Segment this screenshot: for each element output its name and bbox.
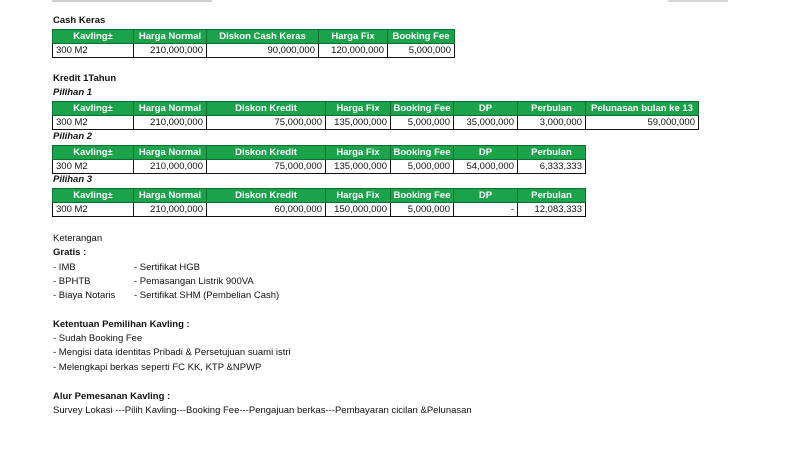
table-cell: 6,333,333 [518, 160, 586, 174]
cash-table [52, 29, 455, 58]
header-cell: Booking Fee [391, 189, 454, 203]
header-cell: Kavling± [53, 189, 134, 203]
cash-section-title: Cash Keras [53, 15, 106, 26]
table-cell: 5,000,000 [391, 160, 454, 174]
table-cell: 210,000,000 [134, 160, 207, 174]
table-cell: 120,000,000 [319, 44, 388, 58]
gratis-item: - Pemasangan Listrik 900VA [134, 276, 254, 287]
ketentuan-item: - Mengisi data identitas Pribadi & Persetujuan suami istri [53, 347, 291, 358]
gratis-item: - Sertifikat HGB [134, 262, 200, 273]
table-cell: 5,000,000 [391, 203, 454, 217]
header-cell: Harga Fix [326, 146, 391, 160]
header-cell: Diskon Cash Keras [207, 30, 319, 44]
header-cell: Booking Fee [391, 102, 454, 116]
alur-text: Survey Lokasi ---Pilih Kavling---Booking Fee---Pengajuan berkas---Pembayaran cicilan &Pelunasan [53, 405, 472, 416]
table-cell: 35,000,000 [454, 116, 518, 130]
header-cell: Booking Fee [388, 30, 455, 44]
table-row [53, 116, 699, 130]
kredit-section-title: Kredit 1Tahun [53, 73, 117, 84]
table-cell: 210,000,000 [134, 116, 207, 130]
table-cell: 210,000,000 [134, 203, 207, 217]
top-border-fragment [52, 0, 212, 2]
p2-header-row [53, 146, 586, 160]
table-cell: 5,000,000 [391, 116, 454, 130]
header-cell: Harga Normal [134, 30, 207, 44]
header-cell: Harga Fix [326, 102, 391, 116]
table-row [53, 44, 455, 58]
gratis-item: - IMB [53, 262, 76, 273]
header-cell: Harga Fix [326, 189, 391, 203]
header-cell: Perbulan [518, 146, 586, 160]
table-cell: 300 M2 [53, 203, 134, 217]
ketentuan-item: - Sudah Booking Fee [53, 333, 143, 344]
gratis-item: - Biaya Notaris [53, 290, 116, 301]
table-cell: 5,000,000 [388, 44, 455, 58]
pilihan-2-table [52, 145, 586, 174]
header-cell: Booking Fee [391, 146, 454, 160]
table-row [53, 203, 586, 217]
header-cell: Kavling± [53, 30, 134, 44]
gratis-title: Gratis : [53, 247, 87, 258]
header-cell: Harga Fix [319, 30, 388, 44]
gratis-item: - BPHTB [53, 276, 91, 287]
keterangan-title: Keterangan [53, 233, 103, 244]
header-cell: Kavling± [53, 102, 134, 116]
table-cell: 300 M2 [53, 116, 134, 130]
table-row [53, 160, 586, 174]
pilihan-1-table [52, 101, 699, 130]
header-cell: Harga Normal [134, 146, 207, 160]
pilihan-2-title: Pilihan 2 [53, 131, 93, 142]
header-cell: Harga Normal [134, 189, 207, 203]
table-cell: 75,000,000 [207, 160, 326, 174]
table-cell: 150,000,000 [326, 203, 391, 217]
table-cell: 135,000,000 [326, 160, 391, 174]
table-cell: 90,000,000 [207, 44, 319, 58]
table-cell: 135,000,000 [326, 116, 391, 130]
table-cell: 54,000,000 [454, 160, 518, 174]
header-cell: DP [454, 102, 518, 116]
cash-header-row [53, 30, 455, 44]
table-cell: 300 M2 [53, 160, 134, 174]
header-cell: Perbulan [518, 102, 586, 116]
table-cell: 3,000,000 [518, 116, 586, 130]
table-cell: 12,083,333 [518, 203, 586, 217]
table-cell: 300 M2 [53, 44, 134, 58]
header-cell: Pelunasan bulan ke 13 [586, 102, 699, 116]
ketentuan-item: - Melengkapi berkas seperti FC KK, KTP &NPWP [53, 362, 262, 373]
header-cell: DP [454, 189, 518, 203]
pilihan-3-table [52, 188, 586, 217]
header-cell: Kavling± [53, 146, 134, 160]
header-cell: Diskon Kredit [207, 102, 326, 116]
header-cell: Perbulan [518, 189, 586, 203]
header-cell: DP [454, 146, 518, 160]
p1-header-row [53, 102, 699, 116]
pilihan-3-title: Pilihan 3 [53, 174, 93, 185]
header-cell: Diskon Kredit [207, 189, 326, 203]
alur-title: Alur Pemesanan Kavling : [53, 391, 171, 402]
p3-header-row [53, 189, 586, 203]
pilihan-1-title: Pilihan 1 [53, 87, 93, 98]
table-cell: 59,000,000 [586, 116, 699, 130]
header-cell: Harga Normal [134, 102, 207, 116]
gratis-item: - Sertifikat SHM (Pembelian Cash) [134, 290, 280, 301]
top-border-fragment-right [668, 0, 728, 2]
table-cell: - [454, 203, 518, 217]
table-cell: 75,000,000 [207, 116, 326, 130]
table-cell: 60,000,000 [207, 203, 326, 217]
ketentuan-title: Ketentuan Pemilihan Kavling : [53, 319, 190, 330]
header-cell: Diskon Kredit [207, 146, 326, 160]
table-cell: 210,000,000 [134, 44, 207, 58]
